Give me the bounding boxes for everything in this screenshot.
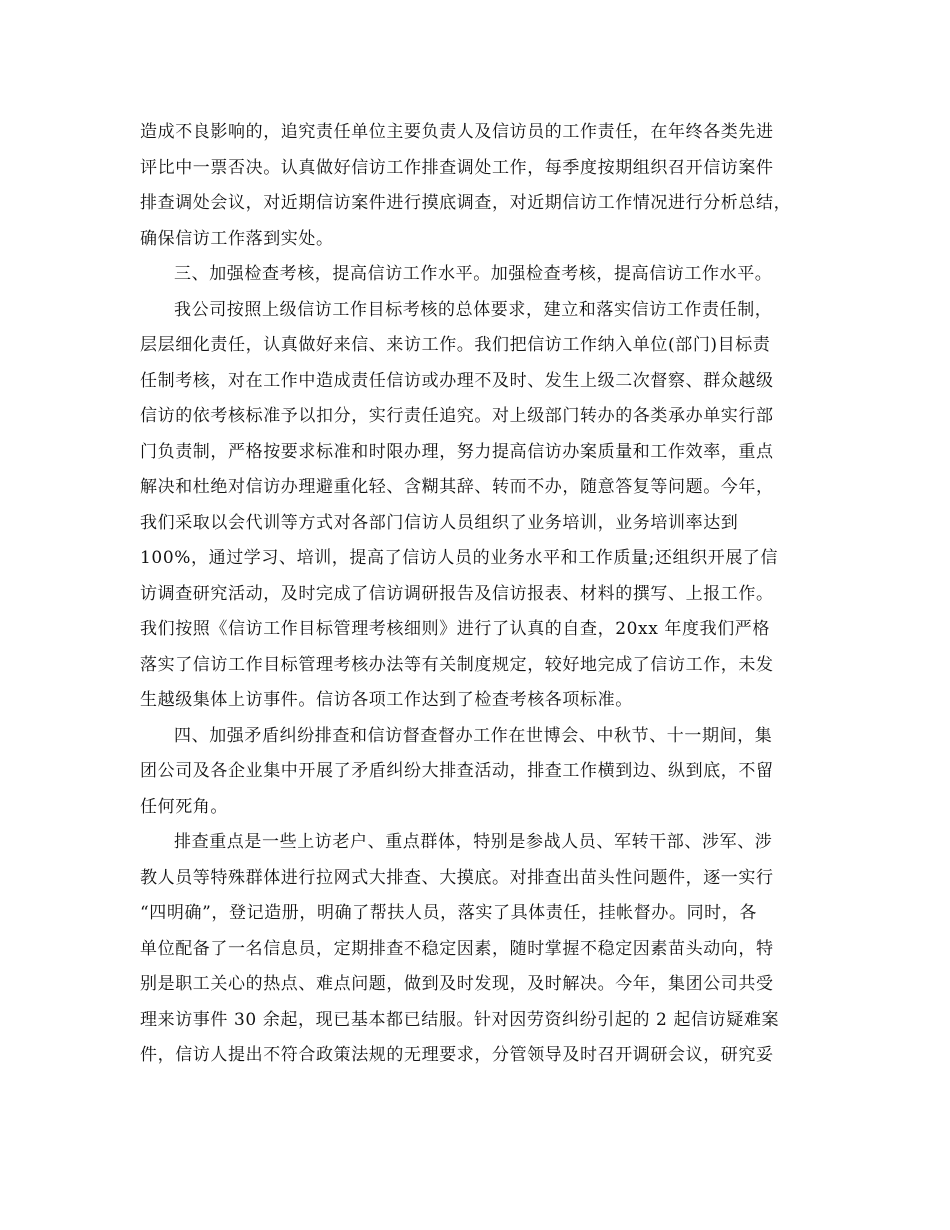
document-page [140, 115, 830, 1074]
text-line: 100%，通过学习、培训，提高了信访人员的业务水平和工作质量;还组织开展了信 [140, 548, 779, 568]
text-line: 别是职工关心的热点、难点问题，做到及时发现，及时解决。今年，集团公司共受 [140, 974, 774, 994]
text-line: 排查调处会议，对近期信访案件进行摸底调查，对近期信访工作情况进行分析总结， [140, 193, 792, 213]
text-line: 件，信访人提出不符合政策法规的无理要求，分管领导及时召开调研会议，研究妥 [140, 1045, 774, 1065]
text-line: 造成不良影响的，追究责任单位主要负责人及信访员的工作责任，在年终各类先进 [140, 122, 774, 142]
paragraph-2-heading [140, 257, 830, 293]
text-line: 理来访事件 30 余起，现已基本都已结服。针对因劳资纠纷引起的 2 起信访疑难案 [140, 1009, 780, 1030]
paragraph-3 [140, 293, 830, 719]
section-heading-3: 三、加强检查考核，提高信访工作水平。加强检查考核，提高信访工作水平。 [174, 264, 773, 284]
text-line: 教人员等特殊群体进行拉网式大排查、大摸底。对排查出苗头性问题件，逐一实行 [140, 867, 774, 888]
text-line: 门负责制，严格按要求标准和时限办理，努力提高信访办案质量和工作效率，重点 [140, 441, 774, 462]
text-line: 层层细化责任，认真做好来信、来访工作。我们把信访工作纳入单位(部门)目标责 [140, 335, 771, 355]
text-line: 落实了信访工作目标管理考核办法等有关制度规定，较好地完成了信访工作，未发 [140, 654, 774, 675]
text-line: 单位配备了一名信息员，定期排查不稳定因素，随时掌握不稳定因素苗头动向，特 [140, 938, 774, 959]
text-line: 排查重点是一些上访老户、重点群体，特别是参战人员、军转干部、涉军、涉 [174, 832, 773, 852]
text-line: 访调查研究活动，及时完成了信访调研报告及信访报表、材料的撰写、上报工作。 [140, 583, 774, 604]
text-line: 我们采取以会代训等方式对各部门信访人员组织了业务培训，业务培训率达到 [140, 512, 739, 533]
text-line: 任何死角。 [140, 796, 228, 817]
text-line: “四明确”，登记造册，明确了帮扶人员，落实了具体责任，挂帐督办。同时，各 [140, 903, 757, 923]
text-line: 确保信访工作落到实处。 [140, 228, 334, 249]
text-line: 评比中一票否决。认真做好信访工作排查调处工作，每季度按期组织召开信访案件 [140, 157, 774, 178]
paragraph-5 [140, 825, 830, 1074]
text-line: 我公司按照上级信访工作目标考核的总体要求，建立和落实信访工作责任制， [174, 299, 773, 320]
text-line: 我们按照《信访工作目标管理考核细则》进行了认真的自查，20xx 年度我们严格 [140, 619, 771, 639]
section-heading-4: 四、加强矛盾纠纷排查和信访督查督办工作在世博会、中秋节、十一期间，集 [174, 725, 773, 746]
text-line: 解决和杜绝对信访办理避重化轻、含糊其辞、转而不办，随意答复等问题。今年， [140, 477, 774, 497]
text-line: 生越级集体上访事件。信访各项工作达到了检查考核各项标准。 [140, 690, 633, 710]
paragraph-1 [140, 115, 830, 257]
text-line: 团公司及各企业集中开展了矛盾纠纷大排查活动，排查工作横到边、纵到底，不留 [140, 761, 774, 781]
text-line: 信访的依考核标准予以扣分，实行责任追究。对上级部门转办的各类承办单实行部 [140, 406, 774, 426]
paragraph-4 [140, 719, 830, 826]
text-line: 任制考核，对在工作中造成责任信访或办理不及时、发生上级二次督察、群众越级 [140, 370, 774, 391]
